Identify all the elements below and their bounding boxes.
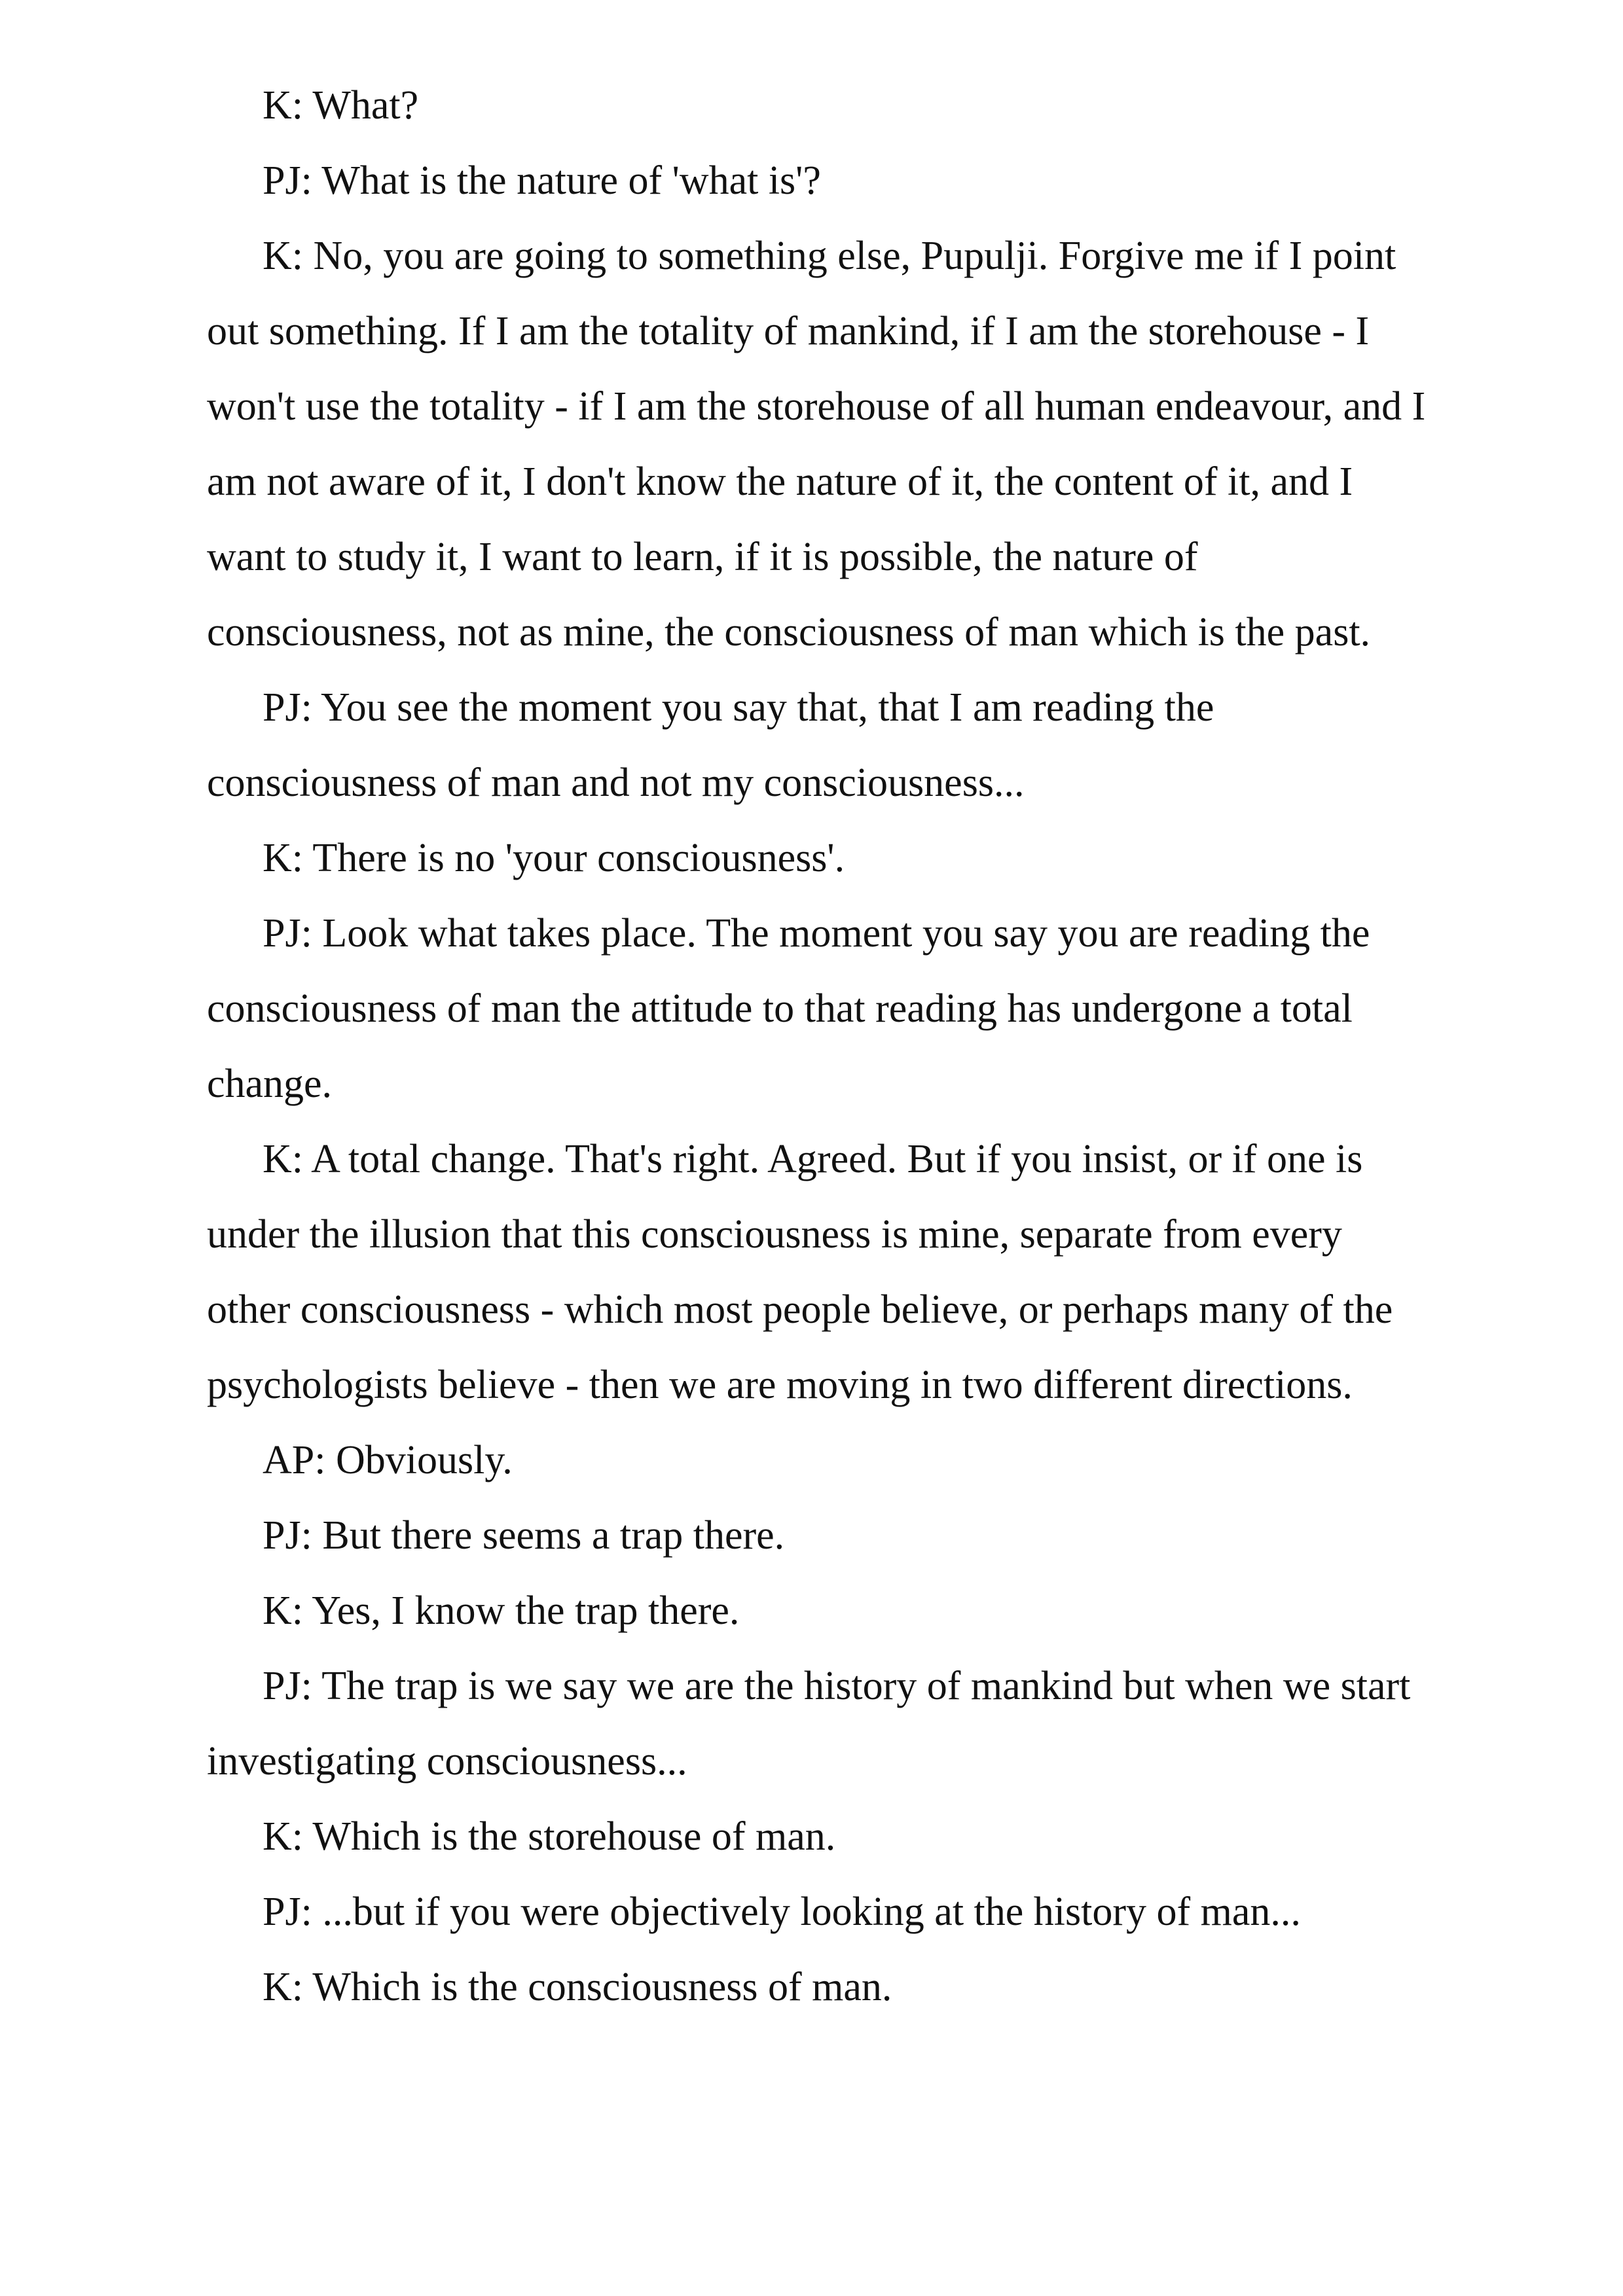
- dialogue-line: K: Which is the storehouse of man.: [263, 1814, 836, 1859]
- dialogue-line: PJ: Look what takes place. The moment you say you are reading the consciousness of man the attitude to that reading has undergone a total change.: [207, 911, 1370, 1106]
- dialogue-line: AP: Obviously.: [263, 1438, 513, 1482]
- dialogue-line: K: Which is the consciousness of man.: [263, 1965, 892, 2009]
- dialogue-line: PJ: You see the moment you say that, that I am reading the consciousness of man and not my consciousness...: [207, 685, 1214, 805]
- dialogue-line: K: There is no 'your consciousness'.: [263, 836, 845, 880]
- dialogue-line: PJ: ...but if you were objectively looking at the history of man...: [263, 1890, 1301, 1934]
- dialogue-line: K: No, you are going to something else, Pupulji. Forgive me if I point out something. If I am the totality of mankind, if I am the storehouse - I won't use the totality - if I am the storehouse of all human endeavour, and I am not aware of it, I don't know the nature of it, the content of it, and I want to study it, I want to learn, if it is possible, the nature of consciousness, not as mine, the consciousness of man which is the past.: [207, 234, 1426, 655]
- dialogue-line: PJ: What is the nature of 'what is'?: [263, 158, 821, 203]
- dialogue-line: PJ: But there seems a trap there.: [263, 1513, 785, 1558]
- dialogue-line: K: A total change. That's right. Agreed. But if you insist, or if one is under the illusion that this consciousness is mine, separate from every other consciousness - which most people believe, or perhaps many of the psychologists believe - then we are moving in two different directions.: [207, 1137, 1393, 1407]
- dialogue-line: K: What?: [263, 83, 419, 128]
- dialogue-line: K: Yes, I know the trap there.: [263, 1588, 740, 1633]
- dialogue-line: PJ: The trap is we say we are the history of mankind but when we start investigating consciousness...: [207, 1664, 1411, 1784]
